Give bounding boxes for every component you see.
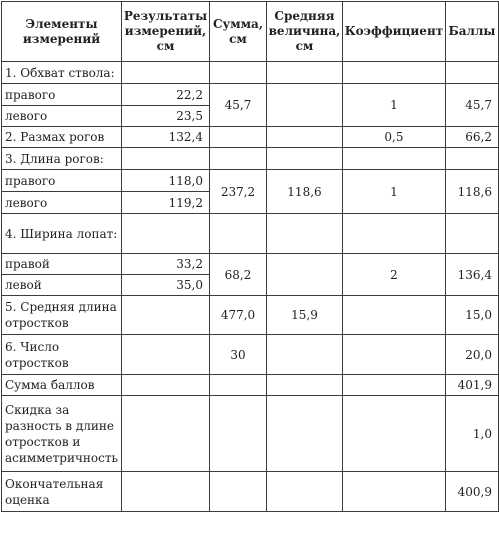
row-label-trunk-girth: 1. Обхват ствола: (2, 62, 122, 84)
row-label-discount: Скидка за разность в длине отростков и асимметричность (2, 396, 122, 472)
value-length-left: 119,2 (122, 192, 210, 214)
row-label-length-right: правого (2, 170, 122, 192)
value-trunk-points: 45,7 (445, 84, 498, 127)
value-width-left: 35,0 (122, 275, 210, 296)
row-label-trunk-right: правого (2, 84, 122, 106)
table-row (2, 254, 499, 275)
value-trunk-left: 23,5 (122, 106, 210, 127)
header-coefficient: Коэффициент (342, 2, 445, 62)
value-trunk-right: 22,2 (122, 84, 210, 106)
table-row (2, 396, 499, 472)
row-label-palm-width: 4. Ширина лопат: (2, 214, 122, 254)
row-label-antler-length: 3. Длина рогов: (2, 148, 122, 170)
row-label-total: Сумма баллов (2, 375, 122, 396)
value-length-coefficient: 1 (342, 170, 445, 214)
row-label-width-right: правой (2, 254, 122, 275)
measurements-table (1, 1, 499, 512)
header-row (2, 2, 499, 62)
value-tine-length-points: 15,0 (445, 296, 498, 335)
table-row (2, 148, 499, 170)
value-total-points: 401,9 (445, 375, 498, 396)
row-label-antler-span: 2. Размах рогов (2, 127, 122, 148)
value-trunk-coefficient: 1 (342, 84, 445, 127)
table-row (2, 62, 499, 84)
value-span-points: 66,2 (445, 127, 498, 148)
header-average: Средняя величина, см (266, 2, 342, 62)
header-sum: Сумма, см (210, 2, 267, 62)
value-final-points: 400,9 (445, 472, 498, 512)
value-trunk-sum: 45,7 (210, 84, 267, 127)
row-label-trunk-left: левого (2, 106, 122, 127)
value-width-sum: 68,2 (210, 254, 267, 296)
table-row (2, 335, 499, 375)
value-antler-span: 132,4 (122, 127, 210, 148)
table-row (2, 296, 499, 335)
value-width-coefficient: 2 (342, 254, 445, 296)
header-elements: Элементы измерений (2, 2, 122, 62)
value-length-average: 118,6 (266, 170, 342, 214)
table-row (2, 375, 499, 396)
row-label-length-left: левого (2, 192, 122, 214)
value-width-points: 136,4 (445, 254, 498, 296)
table-row (2, 84, 499, 106)
table-row (2, 472, 499, 512)
value-tine-count-sum: 30 (210, 335, 267, 375)
table-row (2, 170, 499, 192)
value-span-coefficient: 0,5 (342, 127, 445, 148)
value-width-right: 33,2 (122, 254, 210, 275)
row-label-final-score: Окончательная оценка (2, 472, 122, 512)
row-label-width-left: левой (2, 275, 122, 296)
value-tine-length-sum: 477,0 (210, 296, 267, 335)
value-length-right: 118,0 (122, 170, 210, 192)
value-tine-count-points: 20,0 (445, 335, 498, 375)
table-row (2, 214, 499, 254)
value-length-points: 118,6 (445, 170, 498, 214)
row-label-tine-count: 6. Число отростков (2, 335, 122, 375)
header-results: Результаты измерений, см (122, 2, 210, 62)
value-discount-points: 1,0 (445, 396, 498, 472)
header-points: Баллы (445, 2, 498, 62)
row-label-tine-length: 5. Средняя длина отростков (2, 296, 122, 335)
value-length-sum: 237,2 (210, 170, 267, 214)
value-tine-length-average: 15,9 (266, 296, 342, 335)
table-row (2, 127, 499, 148)
